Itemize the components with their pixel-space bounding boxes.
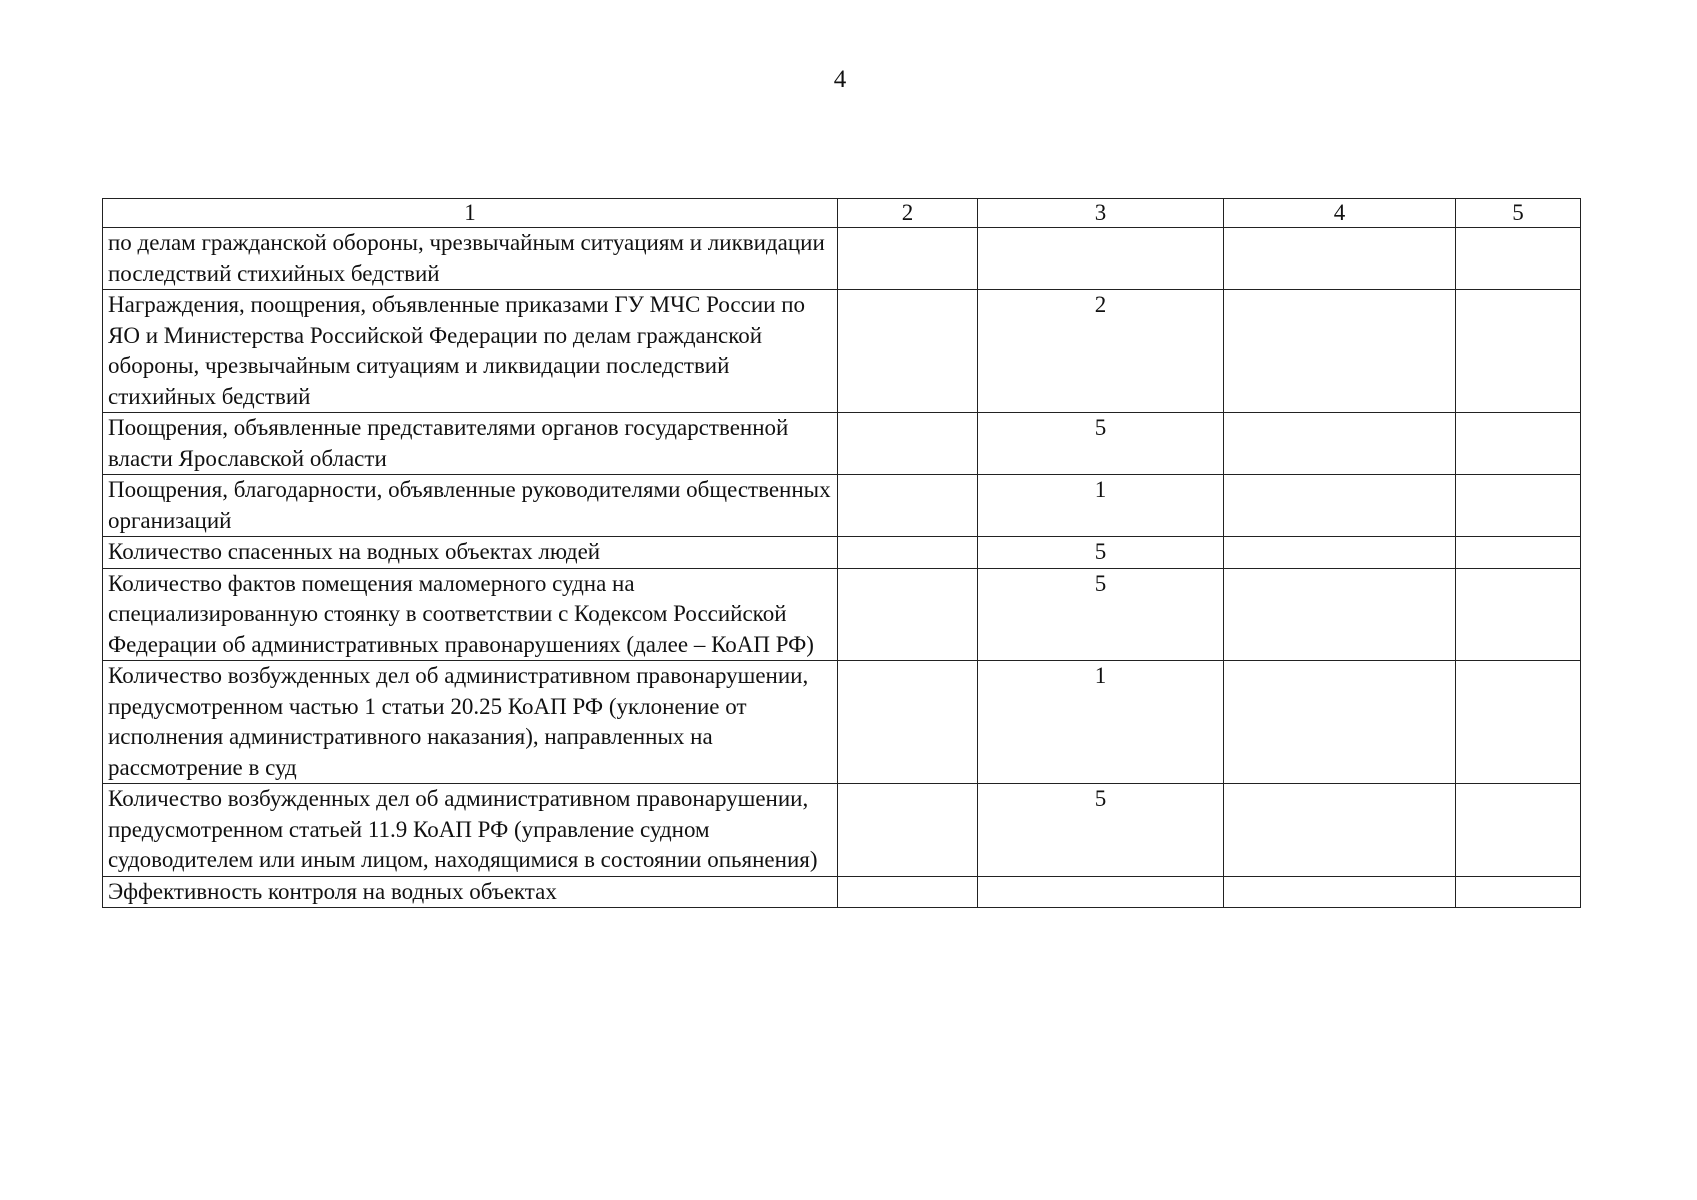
table-row — [103, 475, 1581, 537]
column-header-5: 5 — [1456, 199, 1581, 228]
cell-col2 — [838, 228, 978, 290]
cell-col2 — [838, 876, 978, 908]
cell-col5 — [1456, 413, 1581, 475]
row-label: Количество возбужденных дел об административном правонарушении, предусмотренном статьей 11.9 КоАП РФ (управление судном судоводителем или иным лицом, находящимися в состоянии опьянения) — [103, 784, 838, 877]
table-row — [103, 661, 1581, 784]
cell-col4 — [1224, 228, 1456, 290]
table-row — [103, 290, 1581, 413]
cell-col3 — [978, 876, 1224, 908]
cell-col2 — [838, 537, 978, 569]
cell-col4 — [1224, 876, 1456, 908]
column-header-3: 3 — [978, 199, 1224, 228]
cell-col5 — [1456, 784, 1581, 877]
cell-col3: 5 — [978, 537, 1224, 569]
cell-col4 — [1224, 661, 1456, 784]
cell-col3: 5 — [978, 568, 1224, 661]
cell-col3: 5 — [978, 413, 1224, 475]
row-label: Эффективность контроля на водных объектах — [103, 876, 838, 908]
cell-col5 — [1456, 228, 1581, 290]
table-row — [103, 784, 1581, 877]
cell-col4 — [1224, 568, 1456, 661]
cell-col2 — [838, 568, 978, 661]
row-label: Количество спасенных на водных объектах людей — [103, 537, 838, 569]
row-label: Количество фактов помещения маломерного судна на специализированную стоянку в соответствии с Кодексом Российской Федерации об административных правонарушениях (далее – КоАП РФ) — [103, 568, 838, 661]
row-label: Поощрения, благодарности, объявленные руководителями общественных организаций — [103, 475, 838, 537]
table-header-row — [103, 199, 1581, 228]
cell-col5 — [1456, 568, 1581, 661]
cell-col3: 1 — [978, 661, 1224, 784]
cell-col4 — [1224, 475, 1456, 537]
column-header-2: 2 — [838, 199, 978, 228]
cell-col5 — [1456, 290, 1581, 413]
cell-col5 — [1456, 661, 1581, 784]
report-table-container — [102, 198, 1580, 908]
row-label: по делам гражданской обороны, чрезвычайным ситуациям и ликвидации последствий стихийных бедствий — [103, 228, 838, 290]
column-header-4: 4 — [1224, 199, 1456, 228]
cell-col2 — [838, 475, 978, 537]
cell-col4 — [1224, 290, 1456, 413]
column-header-1: 1 — [103, 199, 838, 228]
report-table — [102, 198, 1581, 908]
table-row — [103, 568, 1581, 661]
cell-col5 — [1456, 876, 1581, 908]
cell-col4 — [1224, 537, 1456, 569]
cell-col4 — [1224, 413, 1456, 475]
table-row — [103, 228, 1581, 290]
cell-col3: 2 — [978, 290, 1224, 413]
cell-col2 — [838, 661, 978, 784]
table-row — [103, 413, 1581, 475]
cell-col2 — [838, 784, 978, 877]
cell-col2 — [838, 290, 978, 413]
cell-col4 — [1224, 784, 1456, 877]
row-label: Награждения, поощрения, объявленные приказами ГУ МЧС России по ЯО и Министерства Российской Федерации по делам гражданской обороны, чрезвычайным ситуациям и ликвидации последствий стихийных бедствий — [103, 290, 838, 413]
row-label: Поощрения, объявленные представителями органов государственной власти Ярославской области — [103, 413, 838, 475]
cell-col5 — [1456, 475, 1581, 537]
table-row — [103, 876, 1581, 908]
row-label: Количество возбужденных дел об административном правонарушении, предусмотренном частью 1 статьи 20.25 КоАП РФ (уклонение от исполнения административного наказания), направленных на рассмотрение в суд — [103, 661, 838, 784]
cell-col3 — [978, 228, 1224, 290]
page-number: 4 — [833, 66, 847, 93]
table-row — [103, 537, 1581, 569]
cell-col2 — [838, 413, 978, 475]
cell-col5 — [1456, 537, 1581, 569]
cell-col3: 1 — [978, 475, 1224, 537]
cell-col3: 5 — [978, 784, 1224, 877]
